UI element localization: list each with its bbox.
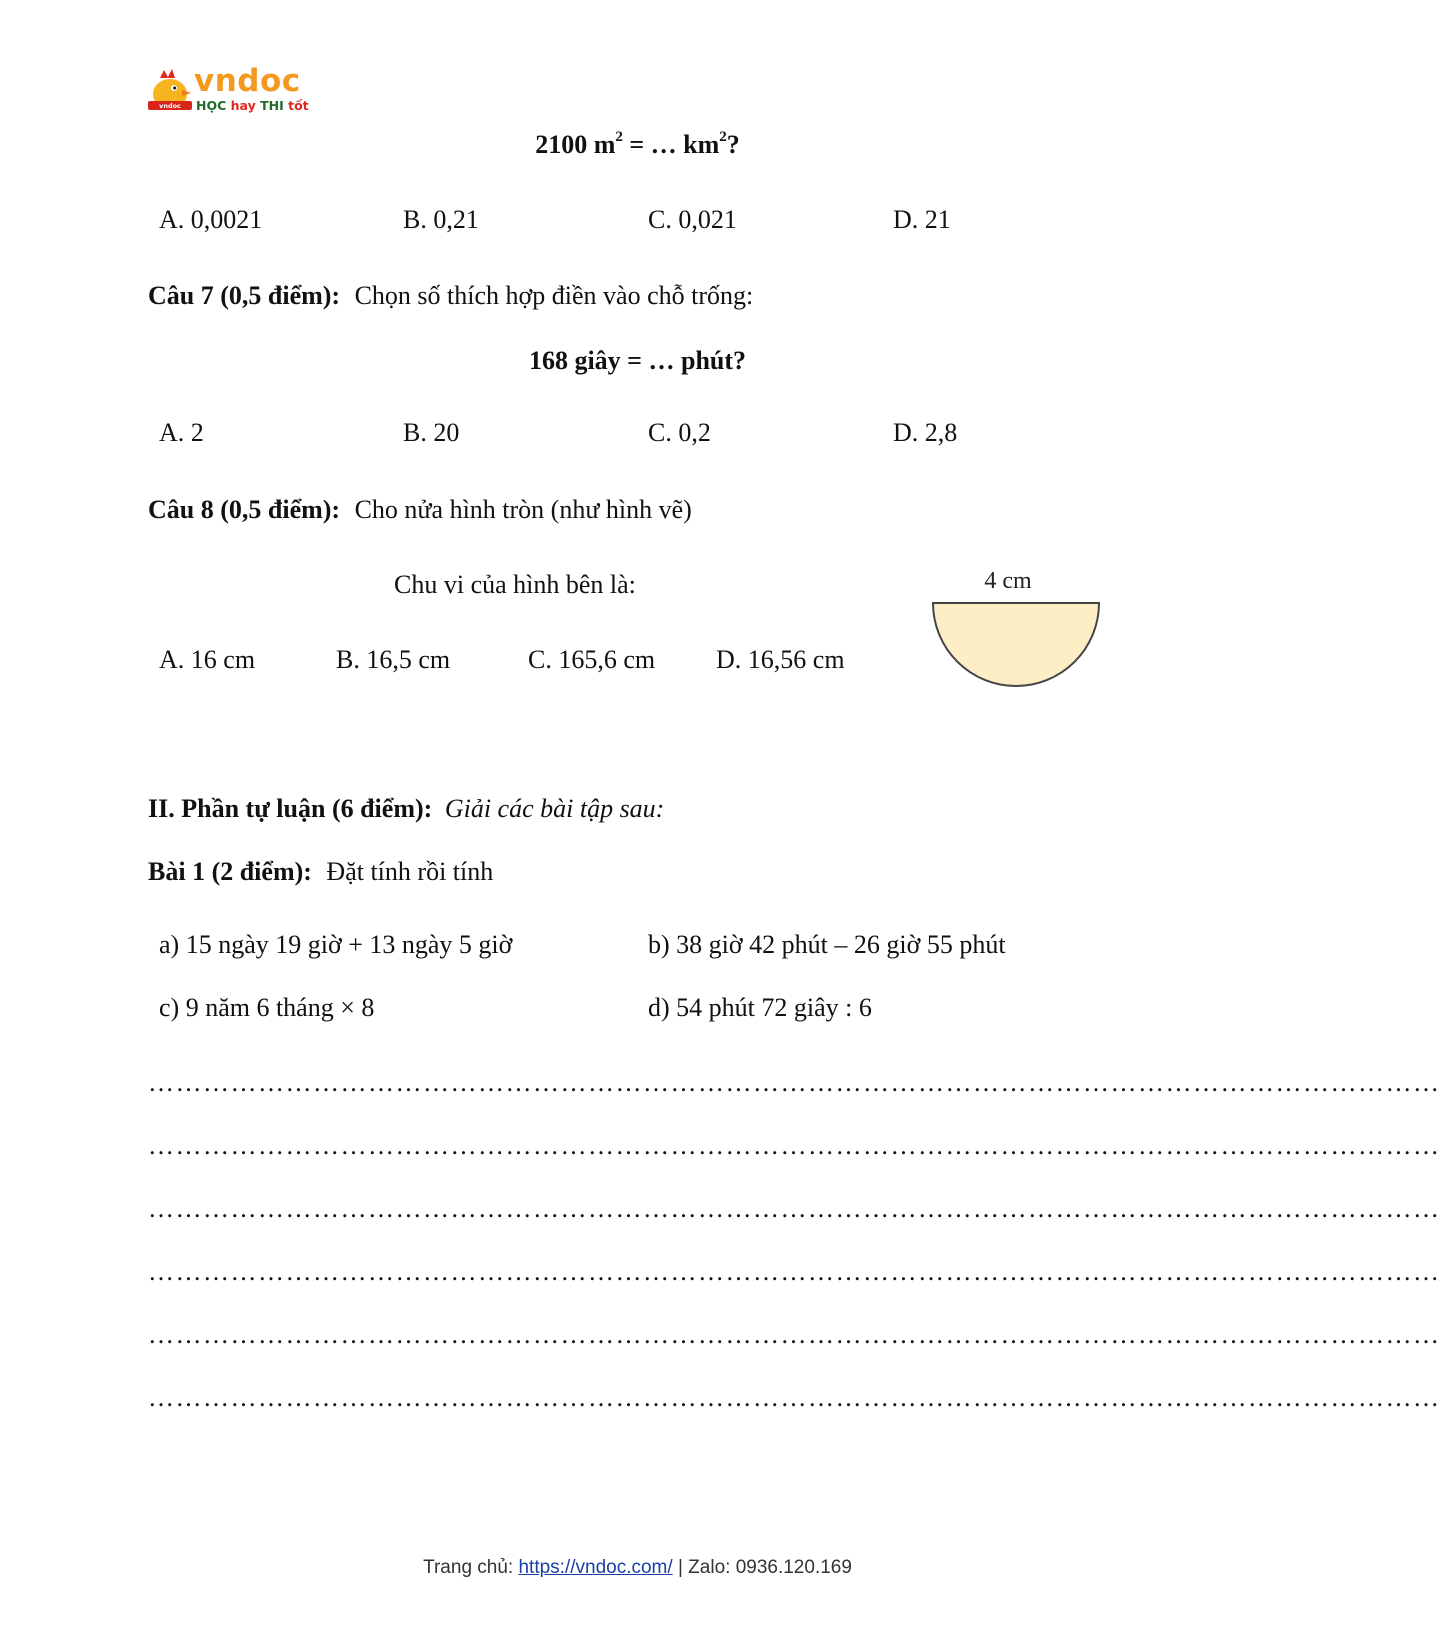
footer-zalo: Zalo: 0936.120.169 — [688, 1557, 852, 1578]
part2-heading — [148, 794, 664, 824]
mascot-icon — [146, 68, 194, 116]
q6-expr-end: ? — [726, 130, 740, 159]
q8-option-a[interactable]: A. 16 cm — [159, 645, 256, 674]
brand-name: vndoc — [194, 63, 301, 99]
footer-prefix: Trang chủ: — [423, 1557, 519, 1578]
q7-heading — [148, 281, 753, 311]
bai1-item-b: b) 38 giờ 42 phút – 26 giờ 55 phút — [648, 930, 1006, 959]
q6-option-c[interactable]: C. 0,021 — [648, 205, 737, 234]
bai1-heading — [148, 857, 493, 887]
q7-option-d[interactable]: D. 2,8 — [893, 418, 958, 447]
q8-option-b[interactable]: B. 16,5 cm — [336, 645, 451, 674]
bai1-item-c: c) 9 năm 6 tháng × 8 — [159, 993, 375, 1022]
q8-option-d[interactable]: D. 16,56 cm — [716, 645, 845, 674]
q7-option-a[interactable]: A. 2 — [159, 418, 204, 447]
semicircle-figure — [920, 560, 1110, 690]
bai1-prompt: Đặt tính rồi tính — [326, 857, 494, 886]
q8-heading — [148, 495, 692, 525]
part2-instruction: Giải các bài tập sau: — [444, 794, 665, 823]
q6-option-a[interactable]: A. 0,0021 — [159, 205, 263, 234]
q6-option-d[interactable]: D. 21 — [893, 205, 951, 234]
q7-option-b[interactable]: B. 20 — [403, 418, 460, 447]
svg-text:vndoc: vndoc — [159, 102, 181, 110]
answer-line[interactable]: …………………………………………………………………………………………………………………………… — [148, 1131, 1441, 1160]
answer-line[interactable]: …………………………………………………………………………………………………………………………… — [148, 1383, 1441, 1412]
q7-option-c[interactable]: C. 0,2 — [648, 418, 711, 447]
tagline-hay: hay — [230, 98, 256, 113]
q7-expression: 168 giây = … phút? — [528, 346, 747, 375]
answer-line[interactable]: …………………………………………………………………………………………………………………………… — [148, 1194, 1441, 1223]
bai1-item-d: d) 54 phút 72 giây : 6 — [648, 993, 872, 1022]
q6-expr-left: 2100 m — [535, 130, 616, 159]
q6-expr-mid: = … km — [622, 130, 720, 159]
q8-prompt: Cho nửa hình tròn (như hình vẽ) — [354, 495, 692, 524]
q6-option-b[interactable]: B. 0,21 — [403, 205, 479, 234]
tagline-tot: tốt — [288, 98, 309, 113]
answer-line[interactable]: …………………………………………………………………………………………………………………………… — [148, 1257, 1441, 1286]
footer-separator: | — [672, 1557, 689, 1578]
q8-label: Câu 8 (0,5 điểm): — [148, 495, 341, 524]
answer-line[interactable]: …………………………………………………………………………………………………………………………… — [148, 1320, 1441, 1349]
vndoc-logo[interactable] — [146, 63, 309, 124]
tagline-thi: THI — [260, 98, 284, 113]
q7-prompt: Chọn số thích hợp điền vào chỗ trống: — [354, 281, 754, 310]
q6-expression — [0, 130, 1275, 160]
bai1-label: Bài 1 (2 điểm): — [148, 857, 312, 886]
q8-option-c[interactable]: C. 165,6 cm — [528, 645, 656, 674]
q6-sup1: 2 — [615, 129, 623, 146]
bai1-item-a: a) 15 ngày 19 giờ + 13 ngày 5 giờ — [159, 930, 513, 959]
page-footer — [0, 1556, 1275, 1580]
answer-line[interactable]: …………………………………………………………………………………………………………………………… — [148, 1068, 1441, 1097]
footer-homepage-link[interactable]: https://vndoc.com/ — [518, 1557, 673, 1578]
q7-label: Câu 7 (0,5 điểm): — [148, 281, 341, 310]
semicircle-diameter-label: 4 cm — [984, 568, 1032, 594]
q8-subprompt: Chu vi của hình bên là: — [394, 570, 636, 599]
brand-tagline — [196, 98, 309, 114]
semicircle-shape — [933, 603, 1099, 686]
part2-title: II. Phần tự luận (6 điểm): — [148, 794, 433, 823]
tagline-hoc: HỌC — [196, 98, 227, 113]
q6-sup2: 2 — [719, 129, 727, 146]
